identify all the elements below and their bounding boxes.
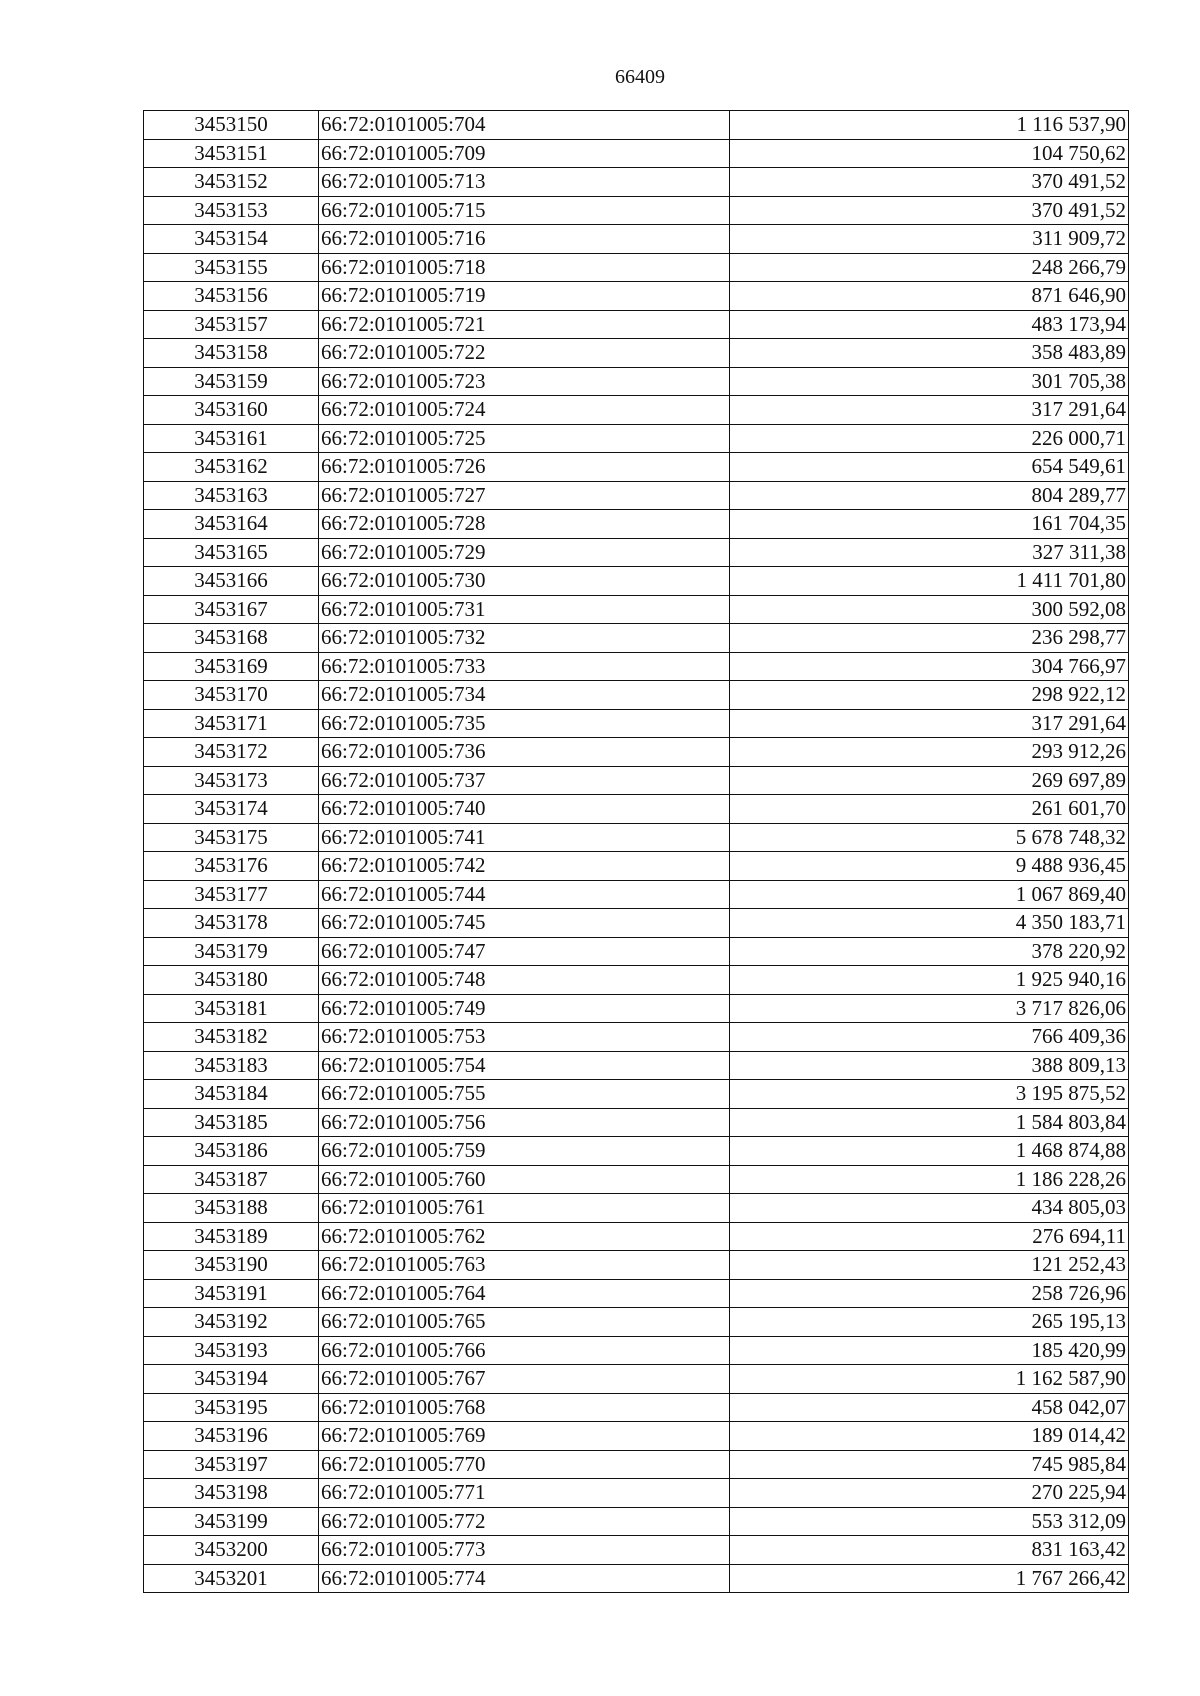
cadastral-number-cell: 66:72:0101005:745 <box>319 909 730 938</box>
cadastral-value-cell: 370 491,52 <box>730 196 1129 225</box>
row-id-cell: 3453200 <box>144 1536 319 1565</box>
row-id-cell: 3453174 <box>144 795 319 824</box>
table-row <box>144 339 1129 368</box>
cadastral-value-cell: 261 601,70 <box>730 795 1129 824</box>
cadastral-number-cell: 66:72:0101005:773 <box>319 1536 730 1565</box>
cadastral-number-cell: 66:72:0101005:723 <box>319 367 730 396</box>
cadastral-value-cell: 317 291,64 <box>730 709 1129 738</box>
table-row <box>144 282 1129 311</box>
table-row <box>144 367 1129 396</box>
row-id-cell: 3453178 <box>144 909 319 938</box>
row-id-cell: 3453153 <box>144 196 319 225</box>
cadastral-value-cell: 831 163,42 <box>730 1536 1129 1565</box>
table-row <box>144 538 1129 567</box>
row-id-cell: 3453155 <box>144 253 319 282</box>
cadastral-value-cell: 226 000,71 <box>730 424 1129 453</box>
cadastral-value-cell: 248 266,79 <box>730 253 1129 282</box>
table-row <box>144 453 1129 482</box>
table-row <box>144 168 1129 197</box>
cadastral-value-cell: 327 311,38 <box>730 538 1129 567</box>
cadastral-number-cell: 66:72:0101005:709 <box>319 139 730 168</box>
table-row <box>144 481 1129 510</box>
table-row <box>144 396 1129 425</box>
row-id-cell: 3453180 <box>144 966 319 995</box>
table-row <box>144 709 1129 738</box>
cadastral-value-cell: 301 705,38 <box>730 367 1129 396</box>
cadastral-value-cell: 298 922,12 <box>730 681 1129 710</box>
cadastral-number-cell: 66:72:0101005:747 <box>319 937 730 966</box>
row-id-cell: 3453163 <box>144 481 319 510</box>
cadastral-number-cell: 66:72:0101005:731 <box>319 595 730 624</box>
cadastral-number-cell: 66:72:0101005:716 <box>319 225 730 254</box>
table-row <box>144 1507 1129 1536</box>
table-row <box>144 139 1129 168</box>
cadastral-value-cell: 3 195 875,52 <box>730 1080 1129 1109</box>
cadastral-value-table <box>143 110 1129 1593</box>
row-id-cell: 3453168 <box>144 624 319 653</box>
cadastral-value-cell: 189 014,42 <box>730 1422 1129 1451</box>
table-row <box>144 1222 1129 1251</box>
cadastral-value-cell: 276 694,11 <box>730 1222 1129 1251</box>
row-id-cell: 3453159 <box>144 367 319 396</box>
cadastral-value-cell: 745 985,84 <box>730 1450 1129 1479</box>
table-row <box>144 1279 1129 1308</box>
table-row <box>144 937 1129 966</box>
table-row <box>144 652 1129 681</box>
table-row <box>144 738 1129 767</box>
row-id-cell: 3453176 <box>144 852 319 881</box>
cadastral-number-cell: 66:72:0101005:765 <box>319 1308 730 1337</box>
table-row <box>144 424 1129 453</box>
cadastral-number-cell: 66:72:0101005:737 <box>319 766 730 795</box>
cadastral-value-cell: 161 704,35 <box>730 510 1129 539</box>
cadastral-value-cell: 269 697,89 <box>730 766 1129 795</box>
row-id-cell: 3453186 <box>144 1137 319 1166</box>
row-id-cell: 3453190 <box>144 1251 319 1280</box>
cadastral-number-cell: 66:72:0101005:742 <box>319 852 730 881</box>
cadastral-number-cell: 66:72:0101005:762 <box>319 1222 730 1251</box>
cadastral-value-cell: 1 584 803,84 <box>730 1108 1129 1137</box>
cadastral-value-cell: 311 909,72 <box>730 225 1129 254</box>
table-row <box>144 1080 1129 1109</box>
cadastral-value-cell: 1 067 869,40 <box>730 880 1129 909</box>
cadastral-value-cell: 121 252,43 <box>730 1251 1129 1280</box>
cadastral-number-cell: 66:72:0101005:768 <box>319 1393 730 1422</box>
table-row <box>144 1479 1129 1508</box>
cadastral-number-cell: 66:72:0101005:755 <box>319 1080 730 1109</box>
row-id-cell: 3453171 <box>144 709 319 738</box>
table-row <box>144 880 1129 909</box>
cadastral-number-cell: 66:72:0101005:721 <box>319 310 730 339</box>
cadastral-value-cell: 1 767 266,42 <box>730 1564 1129 1593</box>
row-id-cell: 3453198 <box>144 1479 319 1508</box>
table-body <box>144 111 1129 1593</box>
row-id-cell: 3453165 <box>144 538 319 567</box>
table-row <box>144 1137 1129 1166</box>
table-row <box>144 1308 1129 1337</box>
cadastral-value-cell: 766 409,36 <box>730 1023 1129 1052</box>
cadastral-value-cell: 258 726,96 <box>730 1279 1129 1308</box>
cadastral-value-cell: 804 289,77 <box>730 481 1129 510</box>
cadastral-number-cell: 66:72:0101005:728 <box>319 510 730 539</box>
cadastral-number-cell: 66:72:0101005:718 <box>319 253 730 282</box>
cadastral-number-cell: 66:72:0101005:730 <box>319 567 730 596</box>
cadastral-number-cell: 66:72:0101005:736 <box>319 738 730 767</box>
cadastral-number-cell: 66:72:0101005:725 <box>319 424 730 453</box>
table-row <box>144 567 1129 596</box>
row-id-cell: 3453177 <box>144 880 319 909</box>
cadastral-number-cell: 66:72:0101005:704 <box>319 111 730 140</box>
cadastral-number-cell: 66:72:0101005:754 <box>319 1051 730 1080</box>
cadastral-number-cell: 66:72:0101005:740 <box>319 795 730 824</box>
cadastral-number-cell: 66:72:0101005:726 <box>319 453 730 482</box>
cadastral-value-cell: 370 491,52 <box>730 168 1129 197</box>
cadastral-value-cell: 270 225,94 <box>730 1479 1129 1508</box>
table-row <box>144 1564 1129 1593</box>
cadastral-value-cell: 1 116 537,90 <box>730 111 1129 140</box>
row-id-cell: 3453151 <box>144 139 319 168</box>
row-id-cell: 3453154 <box>144 225 319 254</box>
row-id-cell: 3453182 <box>144 1023 319 1052</box>
row-id-cell: 3453157 <box>144 310 319 339</box>
cadastral-value-cell: 1 162 587,90 <box>730 1365 1129 1394</box>
table-row <box>144 852 1129 881</box>
row-id-cell: 3453191 <box>144 1279 319 1308</box>
cadastral-value-cell: 304 766,97 <box>730 652 1129 681</box>
cadastral-number-cell: 66:72:0101005:756 <box>319 1108 730 1137</box>
row-id-cell: 3453158 <box>144 339 319 368</box>
cadastral-value-cell: 1 468 874,88 <box>730 1137 1129 1166</box>
cadastral-value-cell: 1 186 228,26 <box>730 1165 1129 1194</box>
cadastral-value-cell: 458 042,07 <box>730 1393 1129 1422</box>
cadastral-number-cell: 66:72:0101005:719 <box>319 282 730 311</box>
row-id-cell: 3453167 <box>144 595 319 624</box>
cadastral-number-cell: 66:72:0101005:713 <box>319 168 730 197</box>
cadastral-value-cell: 553 312,09 <box>730 1507 1129 1536</box>
cadastral-number-cell: 66:72:0101005:753 <box>319 1023 730 1052</box>
row-id-cell: 3453179 <box>144 937 319 966</box>
row-id-cell: 3453162 <box>144 453 319 482</box>
table-row <box>144 624 1129 653</box>
row-id-cell: 3453199 <box>144 1507 319 1536</box>
row-id-cell: 3453196 <box>144 1422 319 1451</box>
cadastral-number-cell: 66:72:0101005:749 <box>319 994 730 1023</box>
row-id-cell: 3453189 <box>144 1222 319 1251</box>
cadastral-number-cell: 66:72:0101005:764 <box>319 1279 730 1308</box>
table-row <box>144 225 1129 254</box>
row-id-cell: 3453175 <box>144 823 319 852</box>
cadastral-number-cell: 66:72:0101005:727 <box>319 481 730 510</box>
table-row <box>144 1108 1129 1137</box>
cadastral-value-cell: 317 291,64 <box>730 396 1129 425</box>
row-id-cell: 3453195 <box>144 1393 319 1422</box>
cadastral-value-cell: 3 717 826,06 <box>730 994 1129 1023</box>
row-id-cell: 3453173 <box>144 766 319 795</box>
row-id-cell: 3453172 <box>144 738 319 767</box>
cadastral-number-cell: 66:72:0101005:760 <box>319 1165 730 1194</box>
row-id-cell: 3453201 <box>144 1564 319 1593</box>
row-id-cell: 3453181 <box>144 994 319 1023</box>
row-id-cell: 3453169 <box>144 652 319 681</box>
table-row <box>144 1336 1129 1365</box>
row-id-cell: 3453150 <box>144 111 319 140</box>
table-row <box>144 823 1129 852</box>
cadastral-number-cell: 66:72:0101005:744 <box>319 880 730 909</box>
cadastral-number-cell: 66:72:0101005:766 <box>319 1336 730 1365</box>
cadastral-value-cell: 388 809,13 <box>730 1051 1129 1080</box>
table-row <box>144 994 1129 1023</box>
table-row <box>144 1165 1129 1194</box>
cadastral-number-cell: 66:72:0101005:763 <box>319 1251 730 1280</box>
row-id-cell: 3453183 <box>144 1051 319 1080</box>
cadastral-value-cell: 1 925 940,16 <box>730 966 1129 995</box>
row-id-cell: 3453170 <box>144 681 319 710</box>
row-id-cell: 3453193 <box>144 1336 319 1365</box>
row-id-cell: 3453197 <box>144 1450 319 1479</box>
table-row <box>144 795 1129 824</box>
cadastral-value-cell: 358 483,89 <box>730 339 1129 368</box>
table-row <box>144 1051 1129 1080</box>
table-row <box>144 196 1129 225</box>
row-id-cell: 3453192 <box>144 1308 319 1337</box>
table-row <box>144 909 1129 938</box>
cadastral-value-cell: 871 646,90 <box>730 282 1129 311</box>
cadastral-value-cell: 5 678 748,32 <box>730 823 1129 852</box>
row-id-cell: 3453166 <box>144 567 319 596</box>
page-number: 66409 <box>615 66 665 88</box>
cadastral-number-cell: 66:72:0101005:761 <box>319 1194 730 1223</box>
cadastral-number-cell: 66:72:0101005:748 <box>319 966 730 995</box>
cadastral-number-cell: 66:72:0101005:735 <box>319 709 730 738</box>
row-id-cell: 3453152 <box>144 168 319 197</box>
cadastral-number-cell: 66:72:0101005:722 <box>319 339 730 368</box>
row-id-cell: 3453185 <box>144 1108 319 1137</box>
cadastral-value-cell: 378 220,92 <box>730 937 1129 966</box>
cadastral-number-cell: 66:72:0101005:729 <box>319 538 730 567</box>
cadastral-number-cell: 66:72:0101005:769 <box>319 1422 730 1451</box>
table-row <box>144 253 1129 282</box>
row-id-cell: 3453160 <box>144 396 319 425</box>
cadastral-number-cell: 66:72:0101005:732 <box>319 624 730 653</box>
cadastral-value-cell: 265 195,13 <box>730 1308 1129 1337</box>
cadastral-number-cell: 66:72:0101005:733 <box>319 652 730 681</box>
cadastral-number-cell: 66:72:0101005:734 <box>319 681 730 710</box>
cadastral-value-cell: 654 549,61 <box>730 453 1129 482</box>
table-row <box>144 1194 1129 1223</box>
row-id-cell: 3453184 <box>144 1080 319 1109</box>
table-row <box>144 1251 1129 1280</box>
cadastral-number-cell: 66:72:0101005:771 <box>319 1479 730 1508</box>
cadastral-value-cell: 9 488 936,45 <box>730 852 1129 881</box>
cadastral-number-cell: 66:72:0101005:767 <box>319 1365 730 1394</box>
cadastral-number-cell: 66:72:0101005:772 <box>319 1507 730 1536</box>
table-row <box>144 681 1129 710</box>
table-row <box>144 966 1129 995</box>
cadastral-value-cell: 104 750,62 <box>730 139 1129 168</box>
row-id-cell: 3453164 <box>144 510 319 539</box>
cadastral-value-cell: 185 420,99 <box>730 1336 1129 1365</box>
table-row <box>144 1393 1129 1422</box>
cadastral-number-cell: 66:72:0101005:741 <box>319 823 730 852</box>
cadastral-value-cell: 434 805,03 <box>730 1194 1129 1223</box>
row-id-cell: 3453161 <box>144 424 319 453</box>
cadastral-number-cell: 66:72:0101005:715 <box>319 196 730 225</box>
row-id-cell: 3453156 <box>144 282 319 311</box>
table-row <box>144 1422 1129 1451</box>
table-row <box>144 310 1129 339</box>
table-row <box>144 766 1129 795</box>
row-id-cell: 3453194 <box>144 1365 319 1394</box>
cadastral-value-cell: 236 298,77 <box>730 624 1129 653</box>
table-row <box>144 510 1129 539</box>
row-id-cell: 3453187 <box>144 1165 319 1194</box>
table-row <box>144 111 1129 140</box>
cadastral-number-cell: 66:72:0101005:724 <box>319 396 730 425</box>
table-row <box>144 1023 1129 1052</box>
cadastral-value-cell: 300 592,08 <box>730 595 1129 624</box>
cadastral-value-cell: 4 350 183,71 <box>730 909 1129 938</box>
table-row <box>144 1536 1129 1565</box>
table-row <box>144 1365 1129 1394</box>
cadastral-value-cell: 293 912,26 <box>730 738 1129 767</box>
cadastral-number-cell: 66:72:0101005:770 <box>319 1450 730 1479</box>
cadastral-value-cell: 1 411 701,80 <box>730 567 1129 596</box>
table-row <box>144 1450 1129 1479</box>
cadastral-number-cell: 66:72:0101005:774 <box>319 1564 730 1593</box>
row-id-cell: 3453188 <box>144 1194 319 1223</box>
cadastral-value-cell: 483 173,94 <box>730 310 1129 339</box>
table-row <box>144 595 1129 624</box>
cadastral-number-cell: 66:72:0101005:759 <box>319 1137 730 1166</box>
